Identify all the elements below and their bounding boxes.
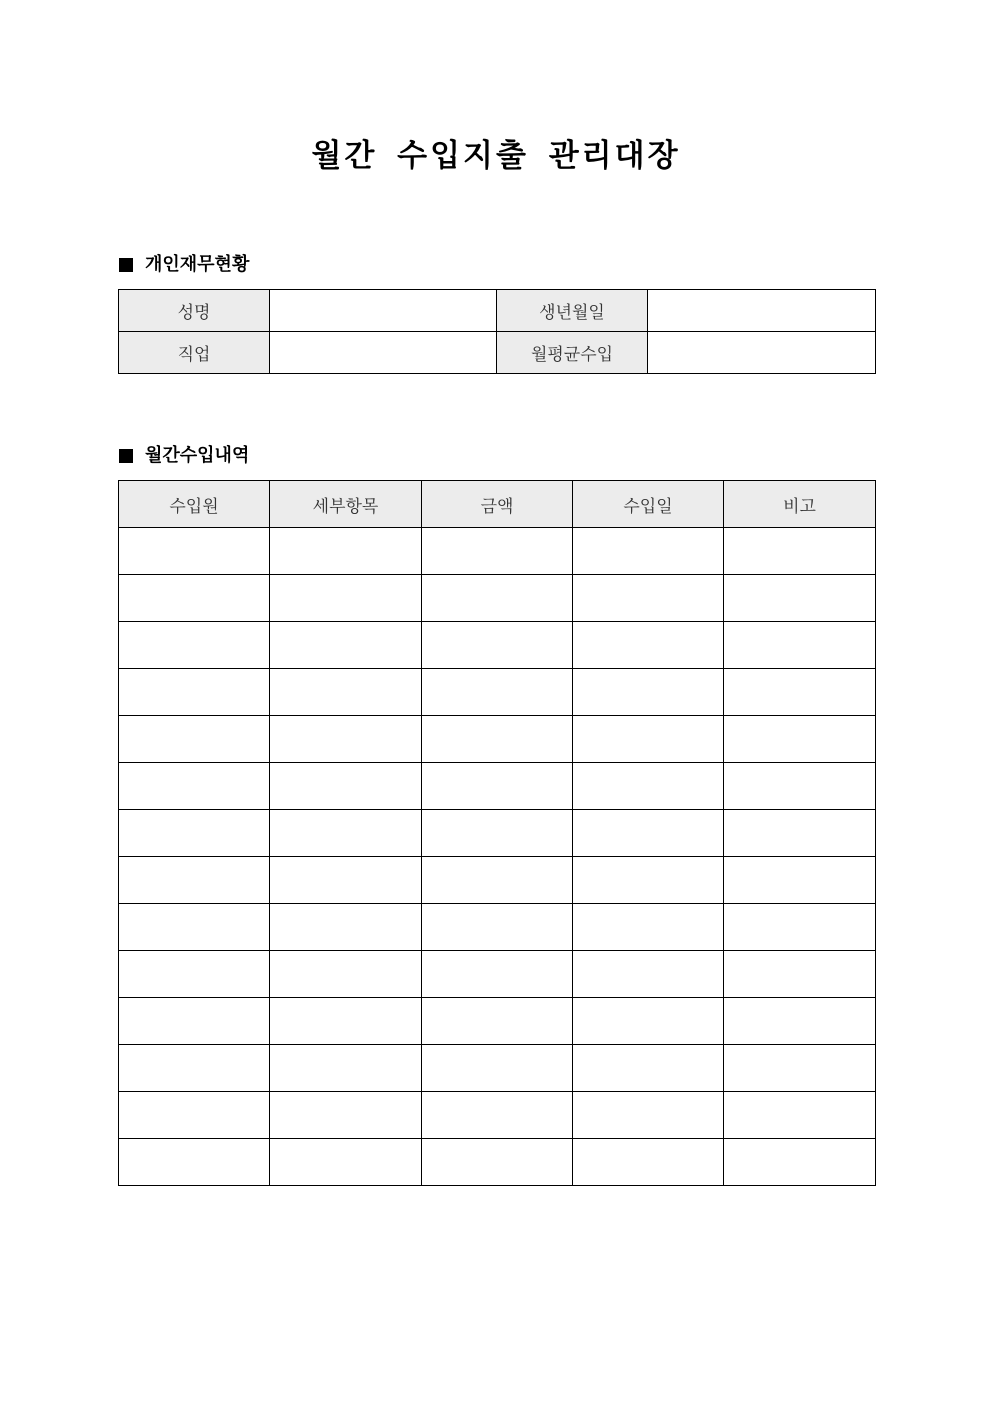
table-row [119, 528, 876, 575]
name-field[interactable] [270, 290, 497, 332]
income-date-cell[interactable] [573, 1092, 724, 1139]
note-cell[interactable] [724, 575, 876, 622]
table-row [119, 1045, 876, 1092]
column-header-income-date: 수입일 [573, 481, 724, 528]
note-cell[interactable] [724, 763, 876, 810]
amount-cell[interactable] [422, 622, 573, 669]
detail-item-cell[interactable] [270, 575, 422, 622]
column-header-detail-item: 세부항목 [270, 481, 422, 528]
note-cell[interactable] [724, 716, 876, 763]
section-heading-income-label: 월간수입내역 [145, 445, 250, 466]
income-date-cell[interactable] [573, 904, 724, 951]
note-cell[interactable] [724, 1139, 876, 1186]
table-row [119, 622, 876, 669]
detail-item-cell[interactable] [270, 763, 422, 810]
detail-item-cell[interactable] [270, 669, 422, 716]
detail-item-cell[interactable] [270, 951, 422, 998]
amount-cell[interactable] [422, 904, 573, 951]
birthdate-field[interactable] [648, 290, 876, 332]
table-row [119, 1139, 876, 1186]
income-source-cell[interactable] [119, 857, 270, 904]
amount-cell[interactable] [422, 1139, 573, 1186]
amount-cell[interactable] [422, 1092, 573, 1139]
avg-monthly-income-label: 월평균수입 [497, 332, 648, 374]
income-date-cell[interactable] [573, 857, 724, 904]
amount-cell[interactable] [422, 1045, 573, 1092]
detail-item-cell[interactable] [270, 1092, 422, 1139]
income-source-cell[interactable] [119, 575, 270, 622]
income-date-cell[interactable] [573, 528, 724, 575]
income-date-cell[interactable] [573, 763, 724, 810]
page-title: 월간 수입지출 관리대장 [311, 138, 681, 174]
amount-cell[interactable] [422, 810, 573, 857]
amount-cell[interactable] [422, 857, 573, 904]
table-row [119, 669, 876, 716]
detail-item-cell[interactable] [270, 622, 422, 669]
detail-item-cell[interactable] [270, 998, 422, 1045]
amount-cell[interactable] [422, 528, 573, 575]
table-row [119, 763, 876, 810]
income-table-body [119, 528, 876, 1186]
amount-cell[interactable] [422, 998, 573, 1045]
income-source-cell[interactable] [119, 528, 270, 575]
income-source-cell[interactable] [119, 998, 270, 1045]
income-source-cell[interactable] [119, 669, 270, 716]
section-heading-income [119, 444, 249, 468]
birthdate-label: 생년월일 [497, 290, 648, 332]
detail-item-cell[interactable] [270, 1045, 422, 1092]
column-header-income-source: 수입원 [119, 481, 270, 528]
amount-cell[interactable] [422, 763, 573, 810]
table-row [119, 290, 876, 332]
section-heading-personal [119, 253, 249, 277]
note-cell[interactable] [724, 998, 876, 1045]
detail-item-cell[interactable] [270, 528, 422, 575]
income-date-cell[interactable] [573, 998, 724, 1045]
table-row [119, 810, 876, 857]
detail-item-cell[interactable] [270, 810, 422, 857]
income-date-cell[interactable] [573, 951, 724, 998]
detail-item-cell[interactable] [270, 904, 422, 951]
income-date-cell[interactable] [573, 1139, 724, 1186]
table-row [119, 998, 876, 1045]
job-field[interactable] [270, 332, 497, 374]
amount-cell[interactable] [422, 669, 573, 716]
income-date-cell[interactable] [573, 810, 724, 857]
column-header-amount: 금액 [422, 481, 573, 528]
square-bullet-icon [119, 258, 133, 272]
note-cell[interactable] [724, 1045, 876, 1092]
table-header-row [119, 481, 876, 528]
table-row [119, 575, 876, 622]
monthly-income-table [118, 480, 876, 1186]
income-date-cell[interactable] [573, 669, 724, 716]
note-cell[interactable] [724, 528, 876, 575]
note-cell[interactable] [724, 622, 876, 669]
note-cell[interactable] [724, 1092, 876, 1139]
income-source-cell[interactable] [119, 1092, 270, 1139]
table-row [119, 1092, 876, 1139]
personal-finance-table [118, 289, 876, 374]
table-row [119, 716, 876, 763]
income-source-cell[interactable] [119, 810, 270, 857]
note-cell[interactable] [724, 857, 876, 904]
table-row [119, 857, 876, 904]
detail-item-cell[interactable] [270, 1139, 422, 1186]
note-cell[interactable] [724, 669, 876, 716]
square-bullet-icon [119, 449, 133, 463]
income-date-cell[interactable] [573, 622, 724, 669]
income-source-cell[interactable] [119, 763, 270, 810]
section-heading-personal-label: 개인재무현황 [145, 254, 250, 275]
income-date-cell[interactable] [573, 1045, 724, 1092]
income-source-cell[interactable] [119, 622, 270, 669]
amount-cell[interactable] [422, 951, 573, 998]
detail-item-cell[interactable] [270, 857, 422, 904]
income-date-cell[interactable] [573, 575, 724, 622]
job-label: 직업 [119, 332, 270, 374]
detail-item-cell[interactable] [270, 716, 422, 763]
income-date-cell[interactable] [573, 716, 724, 763]
avg-monthly-income-field[interactable] [648, 332, 876, 374]
income-source-cell[interactable] [119, 716, 270, 763]
note-cell[interactable] [724, 904, 876, 951]
table-row [119, 951, 876, 998]
column-header-note: 비고 [724, 481, 876, 528]
income-source-cell[interactable] [119, 951, 270, 998]
income-source-cell[interactable] [119, 1045, 270, 1092]
table-row [119, 904, 876, 951]
amount-cell[interactable] [422, 575, 573, 622]
name-label: 성명 [119, 290, 270, 332]
income-source-cell[interactable] [119, 904, 270, 951]
note-cell[interactable] [724, 810, 876, 857]
amount-cell[interactable] [422, 716, 573, 763]
income-source-cell[interactable] [119, 1139, 270, 1186]
table-row [119, 332, 876, 374]
note-cell[interactable] [724, 951, 876, 998]
